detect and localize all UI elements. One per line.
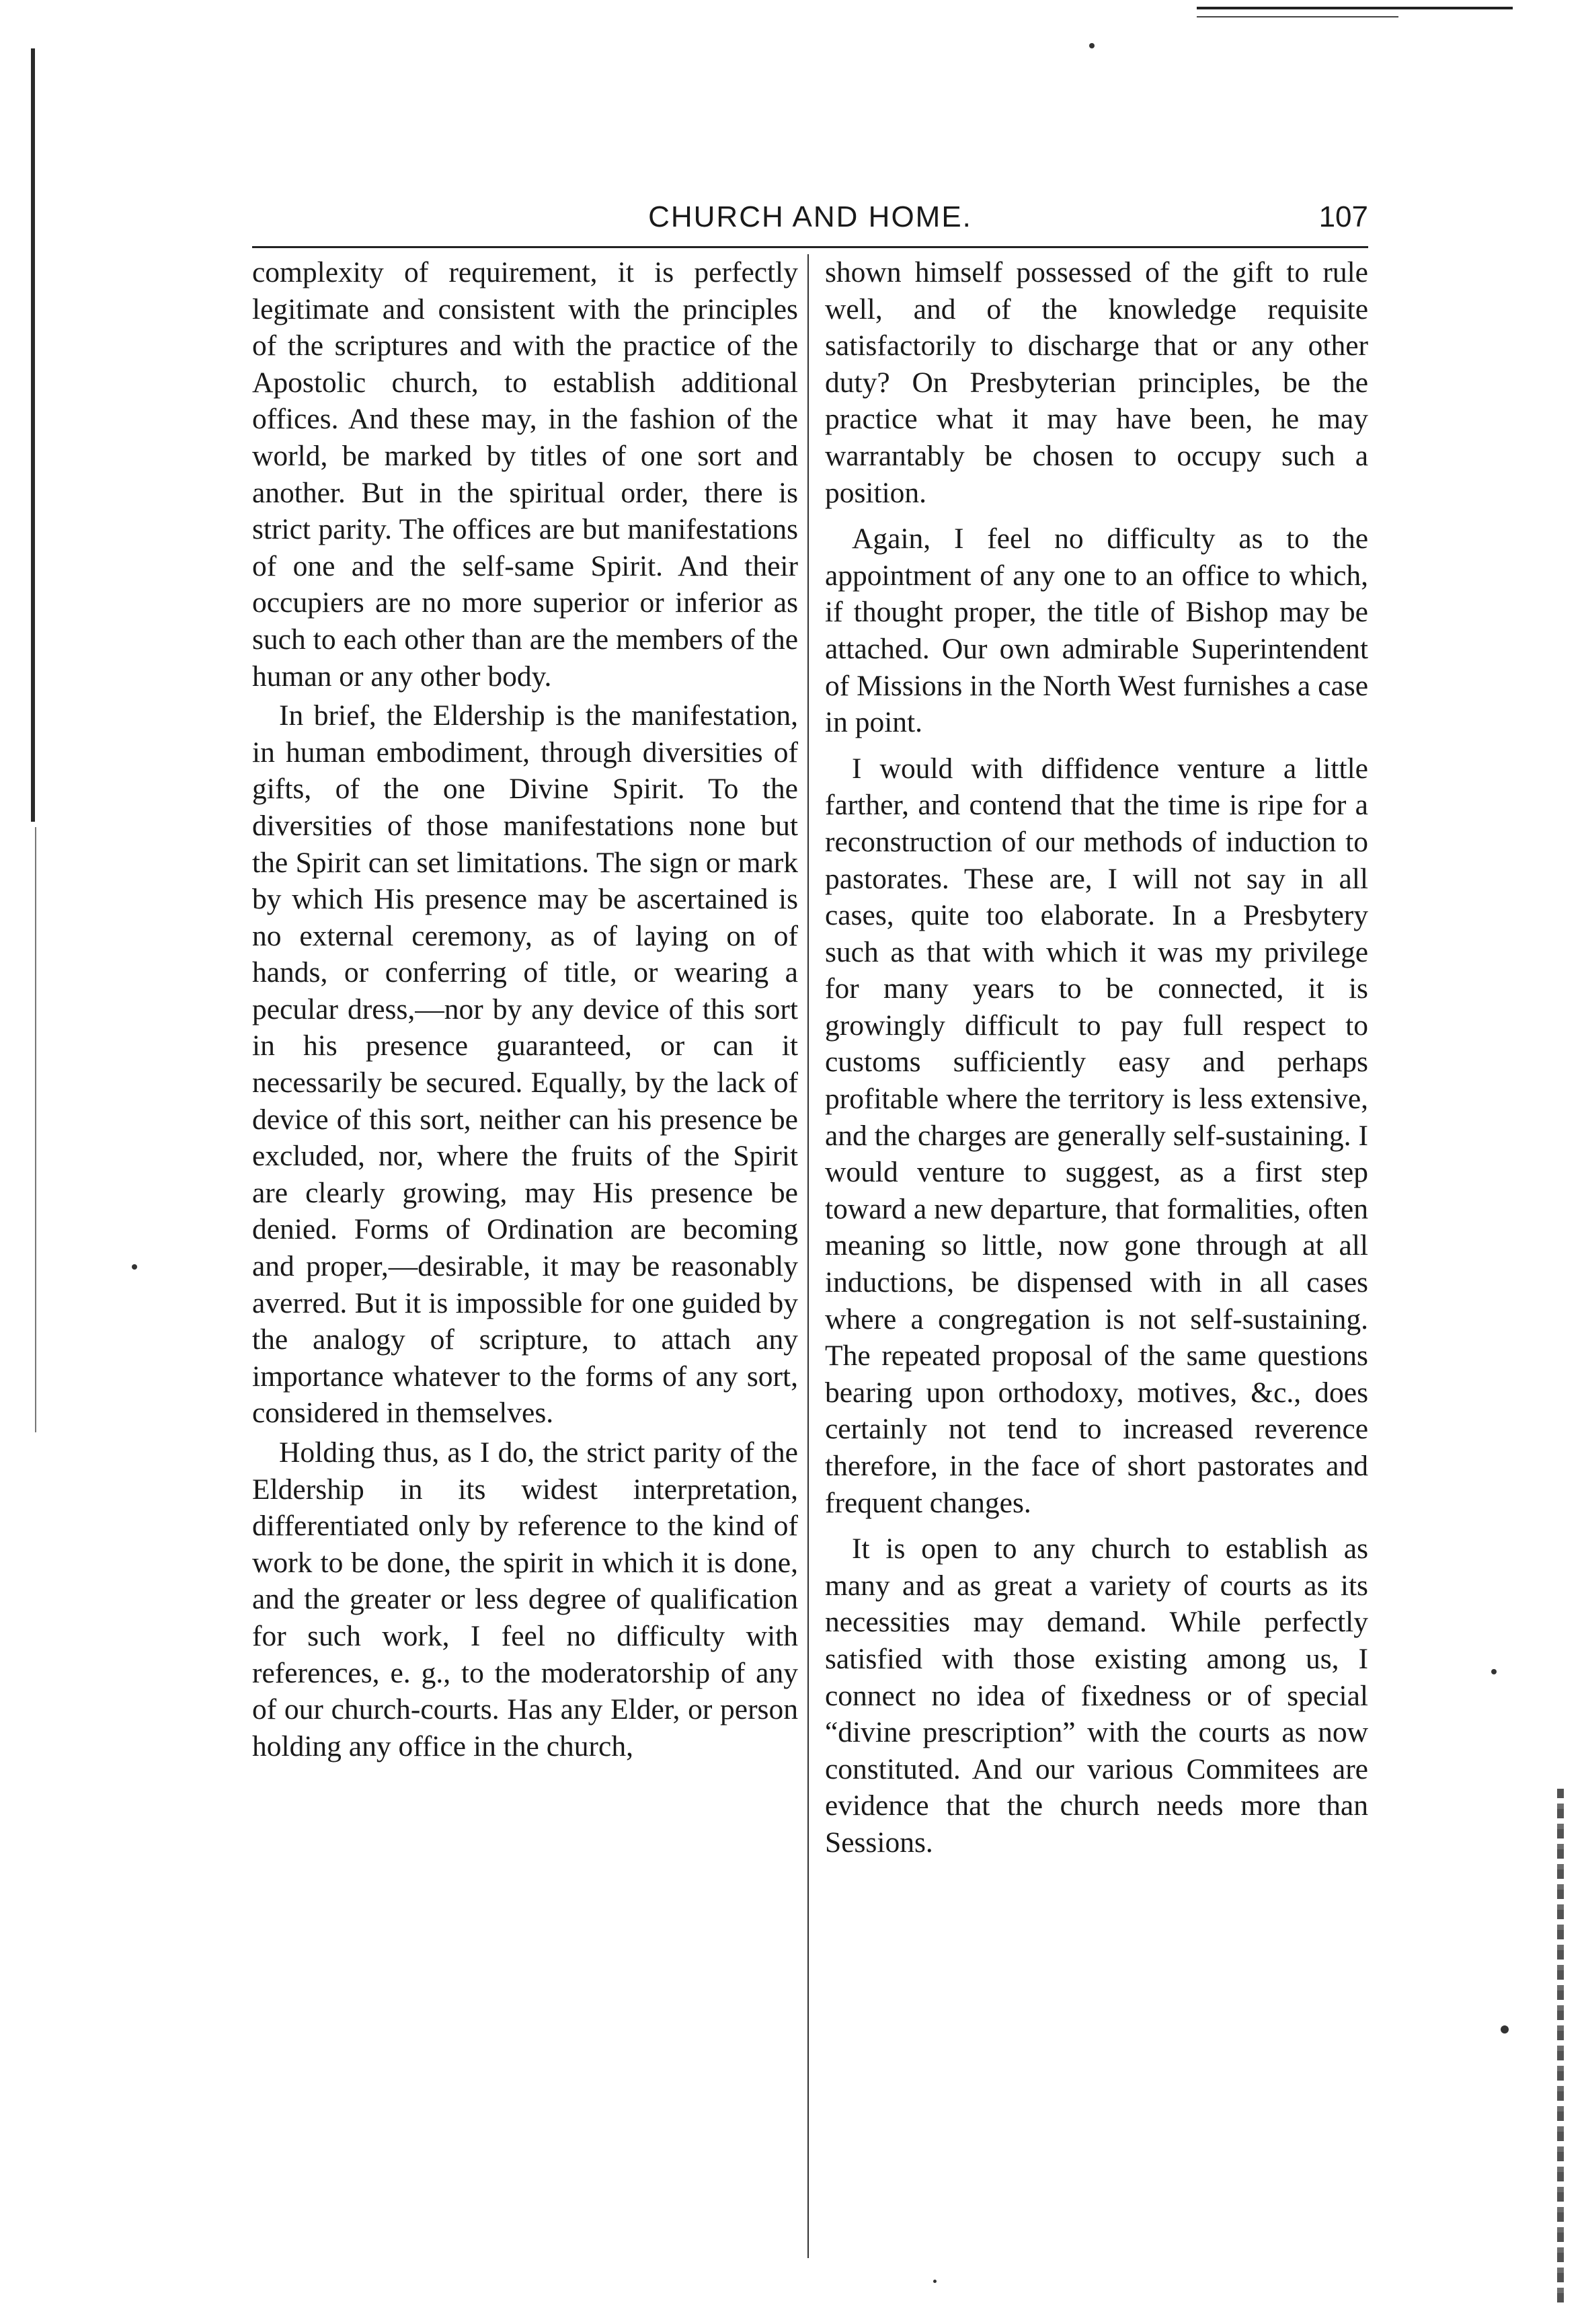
scan-speck (933, 2280, 937, 2283)
right-column (825, 254, 1368, 1861)
scan-speck (132, 1264, 137, 1270)
header-rule (252, 246, 1368, 248)
scan-edge-mark (1197, 7, 1513, 9)
paragraph: shown himself possessed of the gift to rule well, and of the knowledge requisite satisfactorily to discharge that or any other duty? On Presbyterian principles, be the practice what it may have been, he may warrantably be chosen to occupy such a position. (825, 256, 1368, 509)
running-header (252, 200, 1368, 241)
paragraph: complexity of requirement, it is perfectly legitimate and consistent with the principles of the scriptures and with the practice of the Apostolic church, to establish additional offices. And these may, in the fashion of the world, be marked by titles of one sort and another. But in the spiritual order, there is strict parity. The offices are but manifestations of one and the self-same Spirit. And their occupiers are no more superior or inferior as such to each other than are the members of the human or any other body. (252, 256, 798, 693)
paragraph: It is open to any church to establish as many and as great a variety of courts as its necessities may demand. While perfectly satisfied with those existing among us, I connect no idea of fixedness or of special “divine prescription” with the courts as now constituted. And our various Commitees are evidence that the church needs more than Sessions. (825, 1533, 1368, 1859)
page-edge-shadow (1557, 1789, 1564, 2307)
scan-speck (1491, 1669, 1497, 1674)
binding-shadow (35, 827, 36, 1432)
paragraph: Again, I feel no difficulty as to the appointment of any one to an office to which, if thought proper, the title of Bishop may be attached. Our own admirable Superintendent of Missions in the North West furnishes a case in point. (825, 522, 1368, 739)
scan-speck (1089, 43, 1095, 48)
scan-speck (1501, 2025, 1509, 2034)
binding-shadow (31, 48, 35, 822)
paragraph: In brief, the Eldership is the manifestation, in human embodiment, through diversities of gifts, of the one Divine Spirit. To the diversities of those manifestations none but the Spirit can set limitations. The sign or mark by which His presence may be ascertained is no external ceremony, as of laying on of hands, or conferring of title, or wearing a pecular dress,—nor by any device of this sort in his presence guaranteed, or can it necessarily be secured. Equally, by the lack of device of this sort, neither can his presence be excluded, nor, where the fruits of the Spirit are clearly growing, may His presence be denied. Forms of Ordination are becoming and proper,—desirable, it may be reasonably averred. But it is impossible for one guided by the analogy of scripture, to attach any importance whatever to the forms of any sort, considered in themselves. (252, 699, 798, 1430)
running-title: CHURCH AND HOME. (648, 200, 972, 233)
column-divider (807, 254, 809, 2258)
paragraph: Holding thus, as I do, the strict parity of the Eldership in its widest interpretation, differentiated only by reference to the kind of work to be done, the spirit in which it is done, and the greater or less degree of qualification for such work, I feel no difficulty with references, e. g., to the moderatorship of any of our church-courts. Has any Elder, or person holding any office in the church, (252, 1436, 798, 1763)
left-column (252, 254, 798, 1765)
page-number: 107 (1318, 200, 1368, 233)
scan-edge-mark (1197, 16, 1398, 17)
paragraph: I would with diffidence venture a little farther, and contend that the time is ripe for a reconstruction of our methods of induction to pastorates. These are, I will not say in all cases, quite too elaborate. In a Presbytery such as that with which it was my privilege for many years to be connected, it is growingly difficult to pay full respect to customs sufficiently easy and perhaps profitable where the territory is less extensive, and the charges are generally self-sustaining. I would venture to suggest, as a first step toward a new departure, that formalities, often meaning so little, now gone through at all inductions, be dispensed with in all cases where a congregation is not self-sustaining. The repeated proposal of the same questions bearing upon orthodoxy, motives, &c., does certainly not tend to increased reverence therefore, in the face of short pastorates and frequent changes. (825, 752, 1368, 1519)
